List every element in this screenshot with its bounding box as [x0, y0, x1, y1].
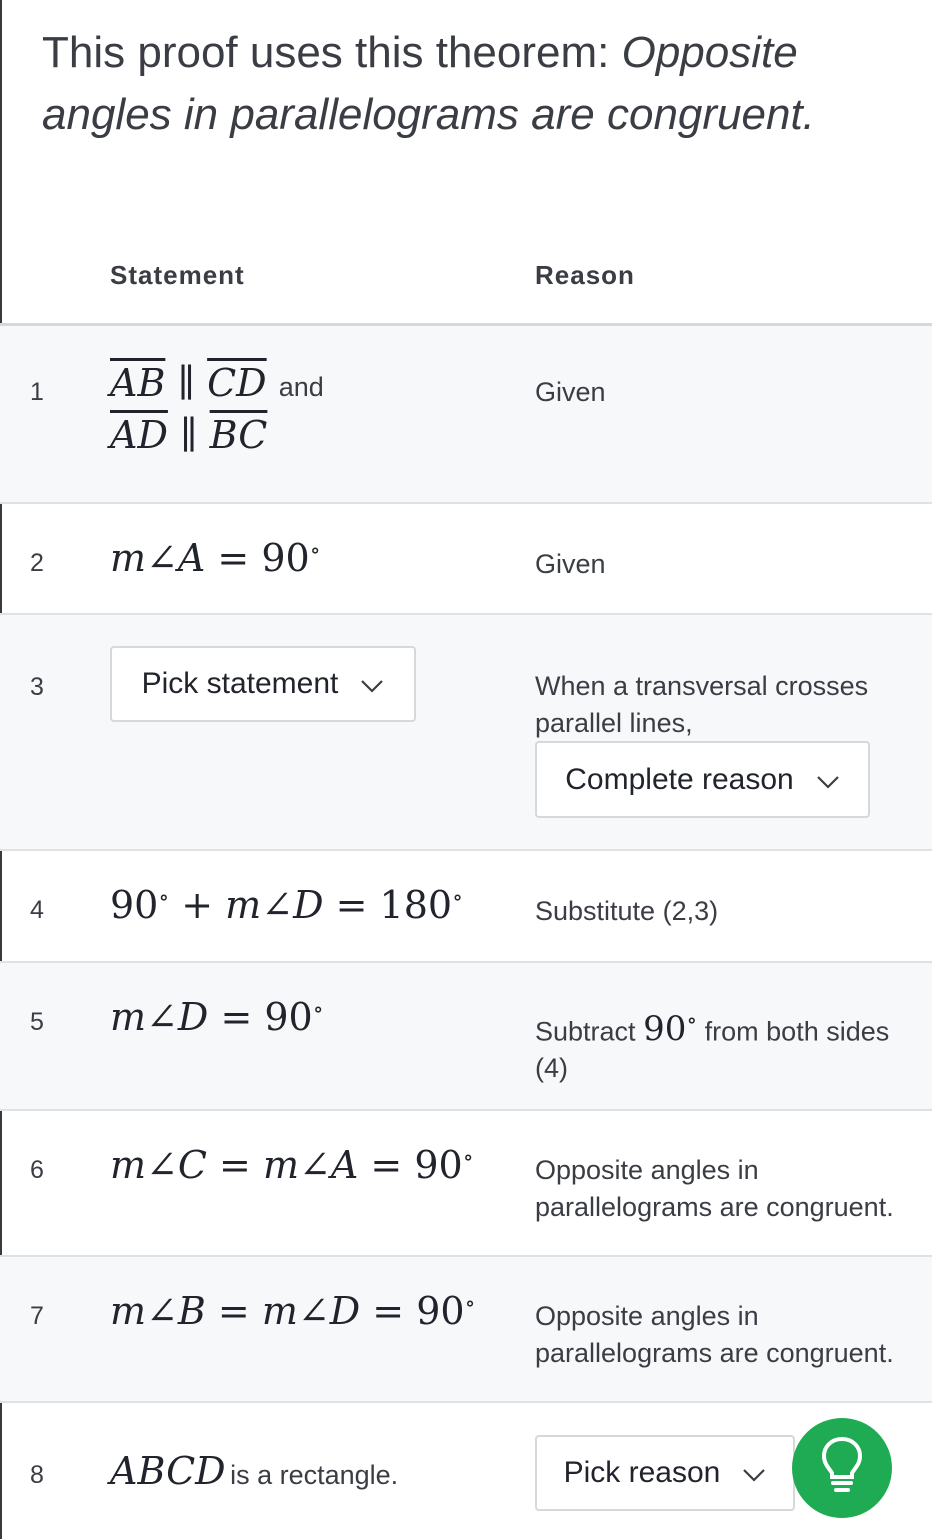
row-number: 8: [30, 1461, 44, 1489]
segment-ab: $\overline{AB}$: [110, 361, 166, 405]
chevron-down-icon: [816, 763, 840, 797]
dropdown-label: Pick statement: [141, 667, 339, 700]
segment-cd: $\overline{CD}$: [207, 361, 267, 405]
reason-header: Reason: [535, 260, 635, 290]
proof-row-7: [0, 1257, 932, 1403]
reason-5: Subtract 90∘ from both sides (4): [535, 1009, 890, 1084]
hint-button[interactable]: [792, 1418, 892, 1518]
complete-reason-dropdown[interactable]: [535, 741, 870, 818]
row-number: 2: [30, 549, 44, 577]
pick-reason-dropdown[interactable]: [535, 1435, 795, 1511]
row-number: 6: [30, 1156, 44, 1184]
quadrilateral-name: ABCD: [110, 1449, 226, 1493]
lightbulb-icon: [820, 1435, 864, 1502]
statement-4: 90∘ + m∠D = 180∘: [110, 883, 463, 927]
row-number: 7: [30, 1302, 44, 1330]
row-number: 4: [30, 896, 44, 924]
proof-row-3: [0, 615, 932, 851]
statement-header: Statement: [110, 260, 245, 290]
intro-text: [42, 22, 902, 146]
reason-3-text: When a transversal crosses parallel lines,: [535, 671, 869, 738]
proof-row-6: [0, 1111, 932, 1257]
segment-bc: $\overline{BC}$: [209, 413, 268, 457]
row-number: 5: [30, 1008, 44, 1036]
reason-prefix: Subtract: [535, 1016, 636, 1047]
row-number: 1: [30, 378, 44, 406]
proof-row-2: [0, 504, 932, 615]
statement-8: [110, 1449, 398, 1493]
reason-2: Given: [535, 549, 606, 579]
dropdown-label: Pick reason: [563, 1456, 721, 1489]
row-number: 3: [30, 673, 44, 701]
reason-6: Opposite angles in parallelograms are congruent.: [535, 1155, 894, 1222]
chevron-down-icon: [742, 1456, 766, 1490]
reason-suffix: from both sides (4): [535, 1016, 890, 1084]
pick-statement-dropdown[interactable]: [110, 646, 416, 722]
segment-ad: $\overline{AD}$: [110, 413, 168, 457]
intro-prefix: This proof uses this theorem:: [42, 28, 622, 77]
reason-4: Substitute (2,3): [535, 896, 719, 926]
proof-row-5: [0, 963, 932, 1111]
and-text: and: [278, 372, 324, 402]
proof-row-4: [0, 851, 932, 963]
theorem-name: Opposite angles in parallelograms are congruent.: [42, 28, 815, 139]
statement-2: m∠A = 90∘: [110, 536, 321, 580]
chevron-down-icon: [360, 667, 384, 701]
proof-row-1: [0, 326, 932, 504]
statement-1: $\overline{AB}$ ∥ $\overline{CD}$ and $\overline{AD}$ ∥ $\overline{BC}$: [110, 361, 324, 457]
reason-1: Given: [535, 377, 606, 407]
reason-7: Opposite angles in parallelograms are congruent.: [535, 1301, 894, 1368]
dropdown-label: Complete reason: [565, 762, 794, 796]
statement-6: m∠C = m∠A = 90∘: [110, 1143, 474, 1187]
statement-5: m∠D = 90∘: [110, 995, 324, 1039]
statement-suffix: is a rectangle.: [230, 1460, 399, 1490]
statement-7: m∠B = m∠D = 90∘: [110, 1289, 476, 1333]
